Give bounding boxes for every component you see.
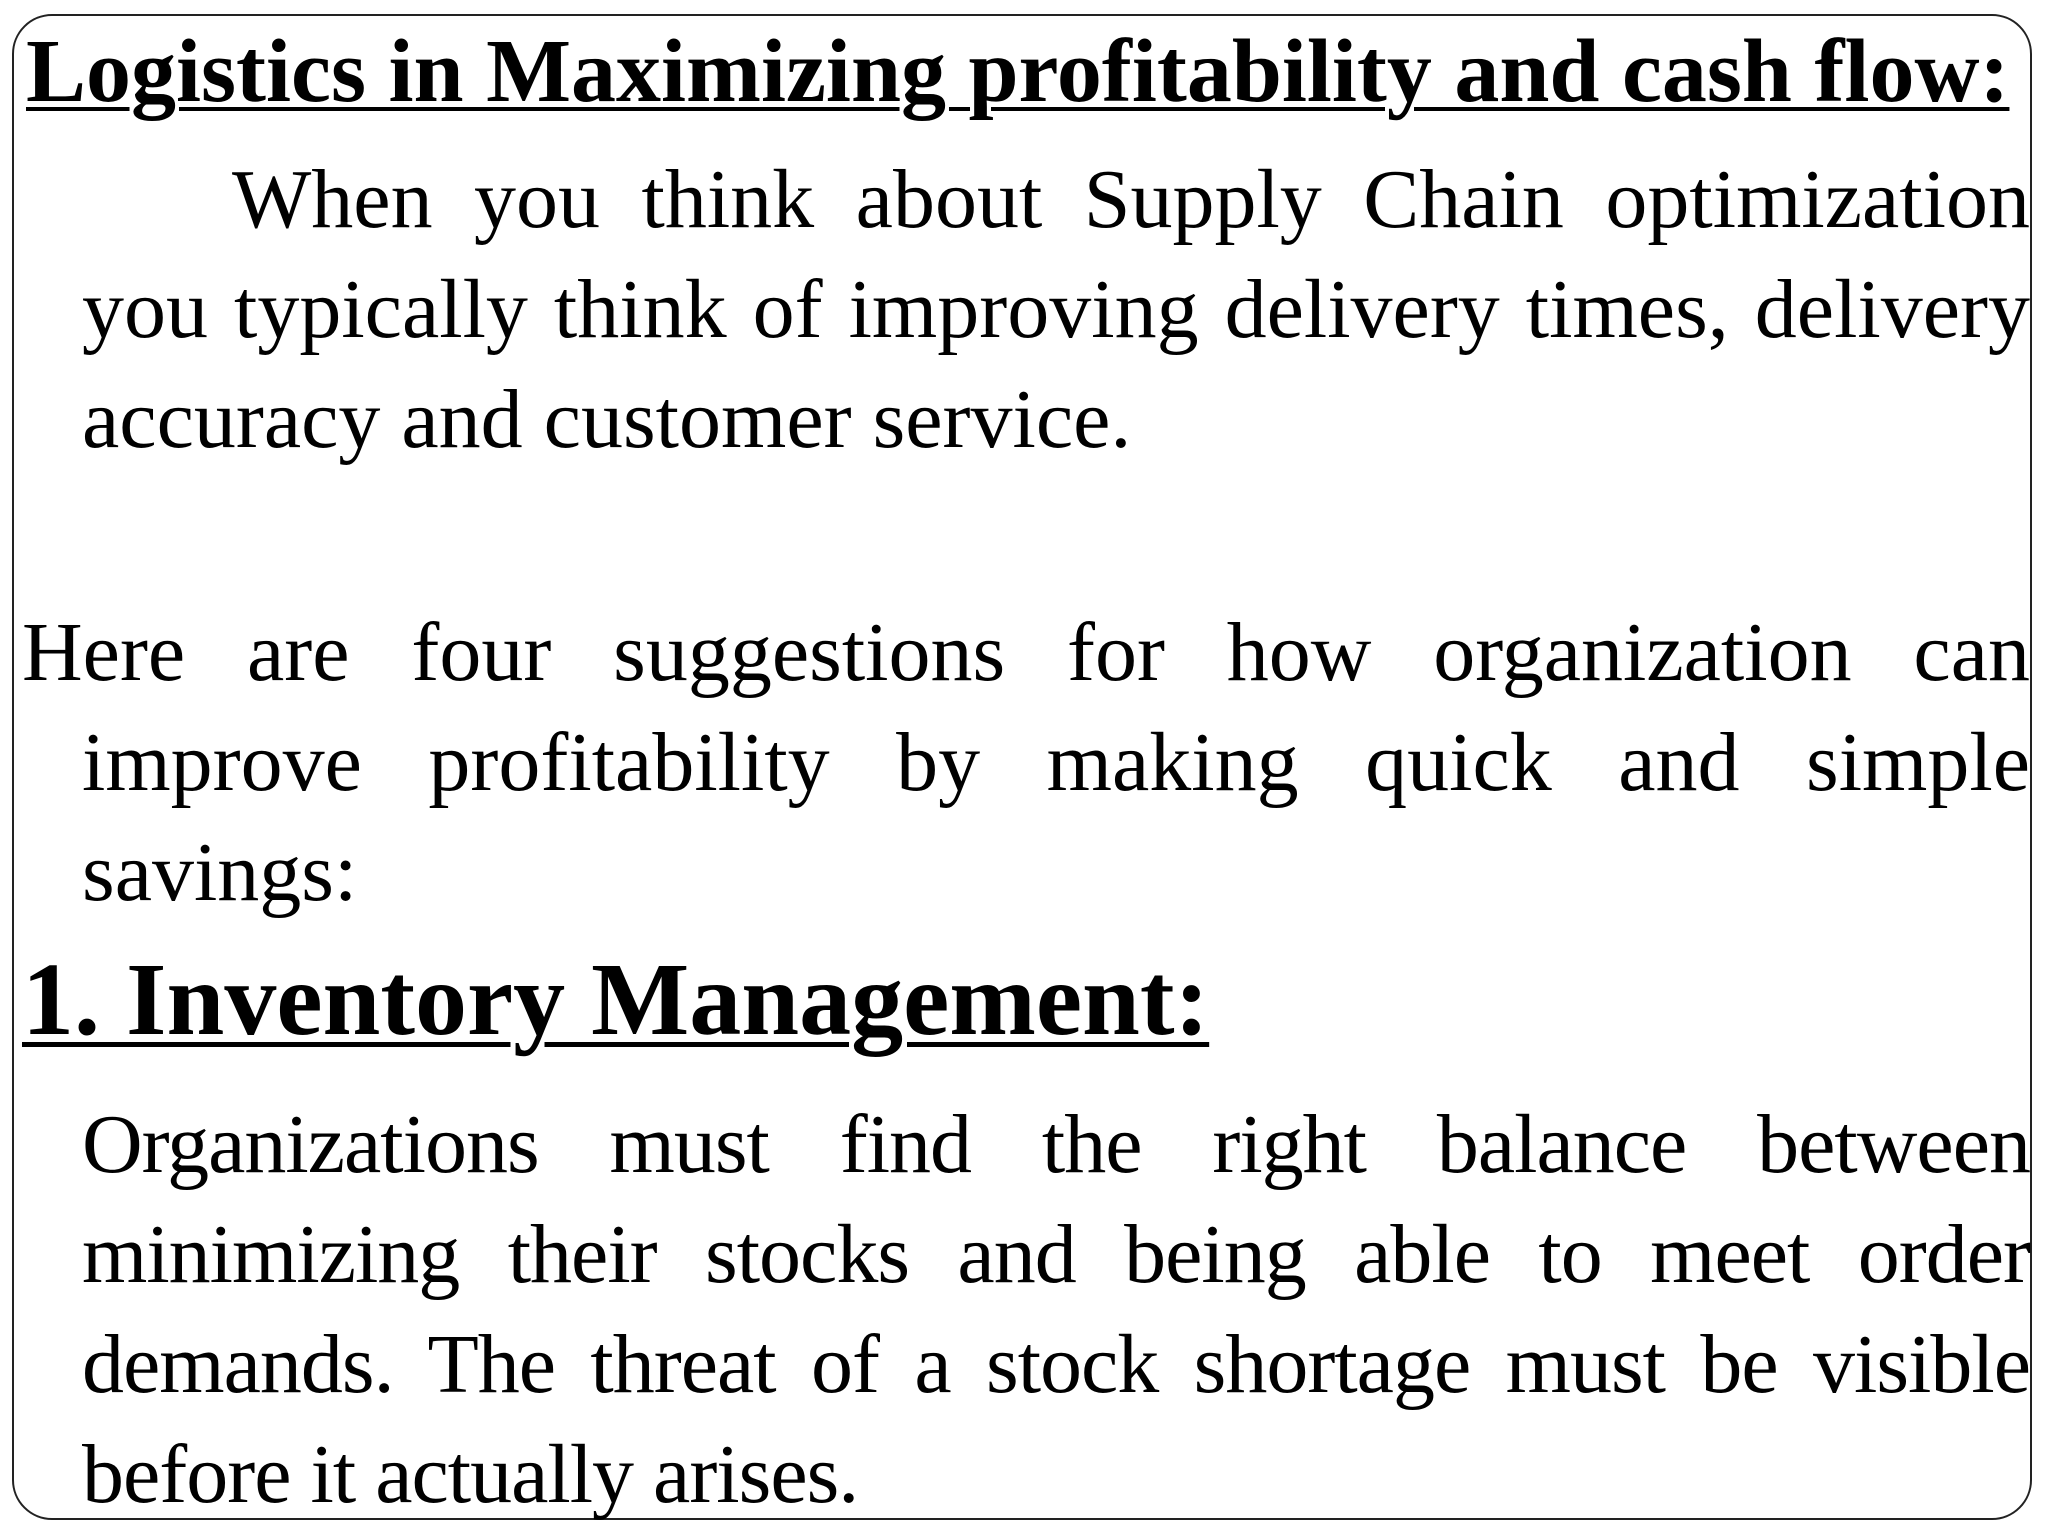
intro-paragraph: When you think about Supply Chain optimization you typically think of improving delivery times, delivery accuracy and customer service. bbox=[82, 153, 2030, 466]
section-paragraph: Organizations must find the right balance between minimizing their stocks and being able to meet order demands. The threat of a stock shortage must be visible before it actually arises. bbox=[82, 1098, 2030, 1521]
slide-title: Logistics in Maximizing profitability and cash flow: bbox=[26, 22, 2010, 121]
section-heading: 1. Inventory Management: bbox=[22, 942, 1210, 1057]
suggestions-paragraph: Here are four suggestions for how organization can improve profitability by making quick and simple savings: bbox=[22, 606, 2030, 919]
